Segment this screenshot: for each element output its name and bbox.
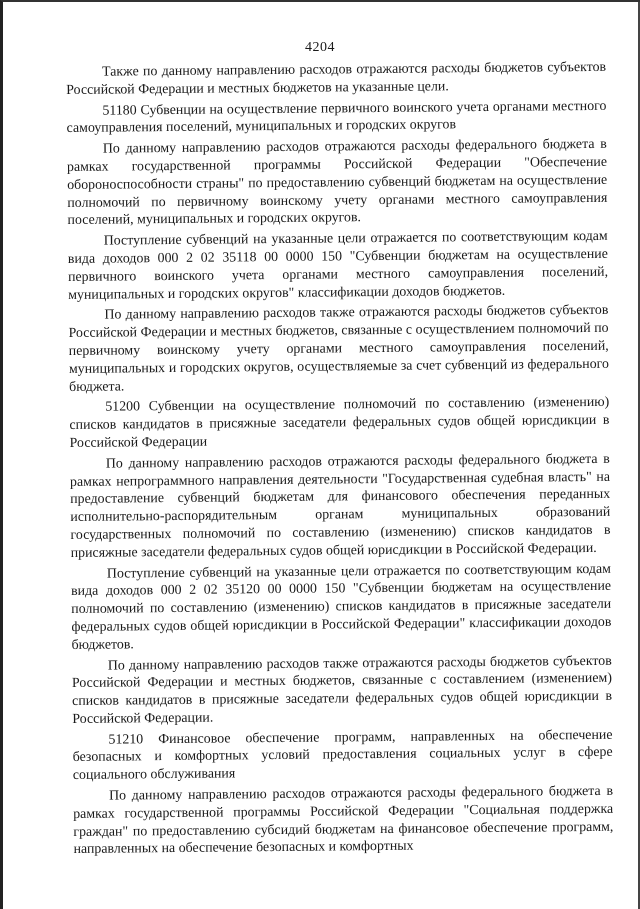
paragraph-7: По данному направлению расходов отражаются расходы федерального бюджета в рамках непрограммного направления деятельности "Государственная судебная власть" на предоставление субвенций бюджетам для финансового обеспечения переданных исполнительно-распорядительным органам муниципальных образований государственных полномочий по составлению (изменению) списков кандидатов в присяжные заседатели федеральных судов общей юрисдикции в Российской Федерации.	[69, 451, 611, 561]
paragraph-9: По данному направлению расходов также отражаются расходы бюджетов субъектов Российской Федерации и местных бюджетов, связанные с составлением (изменением) списков кандидатов в присяжные заседатели федеральных судов общей юрисдикции в Российской Федерации.	[71, 653, 613, 727]
paragraph-8: Поступление субвенций на указанные цели отражается по соответствующим кодам вида доходов 000 2 02 35120 00 0000 150 "Субвенции бюджетам на осуществление полномочий по составлению (изменению) списков кандидатов в присяжные заседатели федеральных судов общей юрисдикции в Российской Федерации" классификации доходов бюджетов.	[70, 561, 612, 653]
page-number: 4204	[305, 40, 335, 55]
paragraph-3: По данному направлению расходов отражаются расходы федерального бюджета в рамках государственной программы Российской Федерации "Обеспечение обороноспособности страны" по предоставлению субвенций бюджетам на осуществление полномочий по первичному воинскому учету органами местного самоуправления поселений, муниципальных и городских округов.	[66, 137, 608, 229]
document-body	[66, 59, 614, 862]
paragraph-5: По данному направлению расходов также отражаются расходы бюджетов субъектов Российской Федерации и местных бюджетов, связанные с осуществлением полномочий по первичному воинскому учету органами местного самоуправления поселений, муниципальных и городских округов, осуществляемые за счет субвенций из федерального бюджета.	[68, 303, 609, 395]
paragraph-4: Поступление субвенций на указанные цели отражается по соответствующим кодам вида доходов 000 2 02 35118 00 0000 150 "Субвенции бюджетам на осуществление первичного воинского учета органами местного самоуправления поселений, муниципальных и городских округов" классификации доходов бюджетов.	[67, 228, 609, 303]
paragraph-10: 51210 Финансовое обеспечение программ, направленных на обеспечение безопасных и комфортных условий предоставления социальных услуг в сфере социального обслуживания	[72, 727, 613, 784]
paragraph-2: 51180 Субвенции на осуществление первичного воинского учета органами местного самоуправления поселений, муниципальных и городских округов	[66, 98, 607, 137]
paragraph-6: 51200 Субвенции на осуществление полномочий по составлению (изменению) списков кандидатов в присяжные заседатели федеральных судов общей юрисдикции в Российской Федерации	[69, 395, 610, 451]
paragraph-11: По данному направлению расходов отражаются расходы федерального бюджета в рамках государственной программы Российской Федерации "Социальная поддержка граждан" по предоставлению субсидий бюджетам на финансовое обеспечение программ, направленных на обеспечение безопасных и комфортных	[73, 783, 614, 858]
paragraph-1: Также по данному направлению расходов отражаются расходы бюджетов субъектов Российской Федерации и местных бюджетов на указанные цели.	[66, 59, 607, 98]
